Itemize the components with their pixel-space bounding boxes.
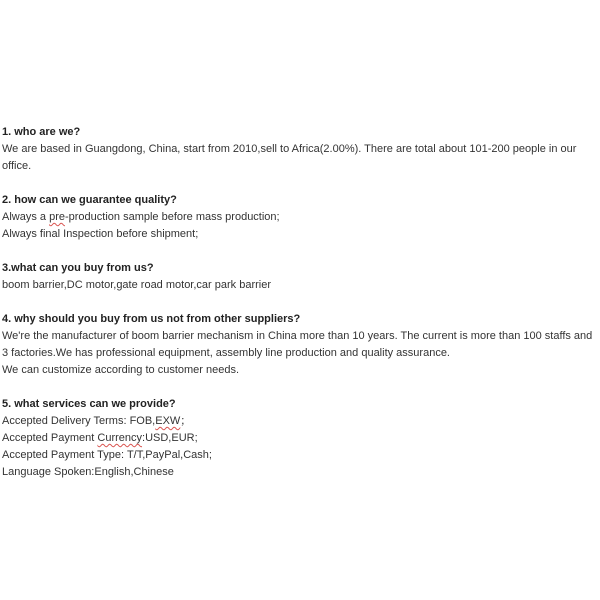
faq-section-products [2,260,598,294]
answer-line: Accepted Payment Type: T/T,PayPal,Cash; [2,449,212,461]
answer-line: Accepted Payment Currency:USD,EUR; [2,432,198,444]
faq-section-quality [2,192,598,243]
answer-line: boom barrier,DC motor,gate road motor,car park barrier [2,279,272,291]
question-heading: 5. what services can we provide? [2,398,176,410]
spellcheck-marked-word: Currency [97,432,143,444]
question-heading: 3.what can you buy from us? [2,262,154,274]
answer-line: We're the manufacturer of boom barrier mechanism in China more than 10 years. The current is more than 100 staffs and 3 factories.We has professional equipment, assembly line production and quality assurance. [2,330,593,359]
answer-line: Accepted Delivery Terms: FOB,EXW； [2,415,192,427]
answer-line: Always a pre-production sample before mass production; [2,211,280,223]
answer-line: We can customize according to customer needs. [2,364,240,376]
faq-content [2,124,598,498]
question-heading: 2. how can we guarantee quality? [2,194,177,206]
answer-line: We are based in Guangdong, China, start from 2010,sell to Africa(2.00%). There are total about 101-200 people in our office. [2,143,577,172]
faq-section-who-are-we [2,124,598,175]
answer-line: Language Spoken:English,Chinese [2,466,174,478]
question-heading: 1. who are we? [2,126,81,138]
question-heading: 4. why should you buy from us not from other suppliers? [2,313,301,325]
answer-line: Always final Inspection before shipment; [2,228,199,240]
faq-section-services [2,396,598,481]
spellcheck-marked-word: EXW [155,415,181,427]
faq-section-why-us [2,311,598,379]
spellcheck-marked-word: pre [49,211,65,223]
